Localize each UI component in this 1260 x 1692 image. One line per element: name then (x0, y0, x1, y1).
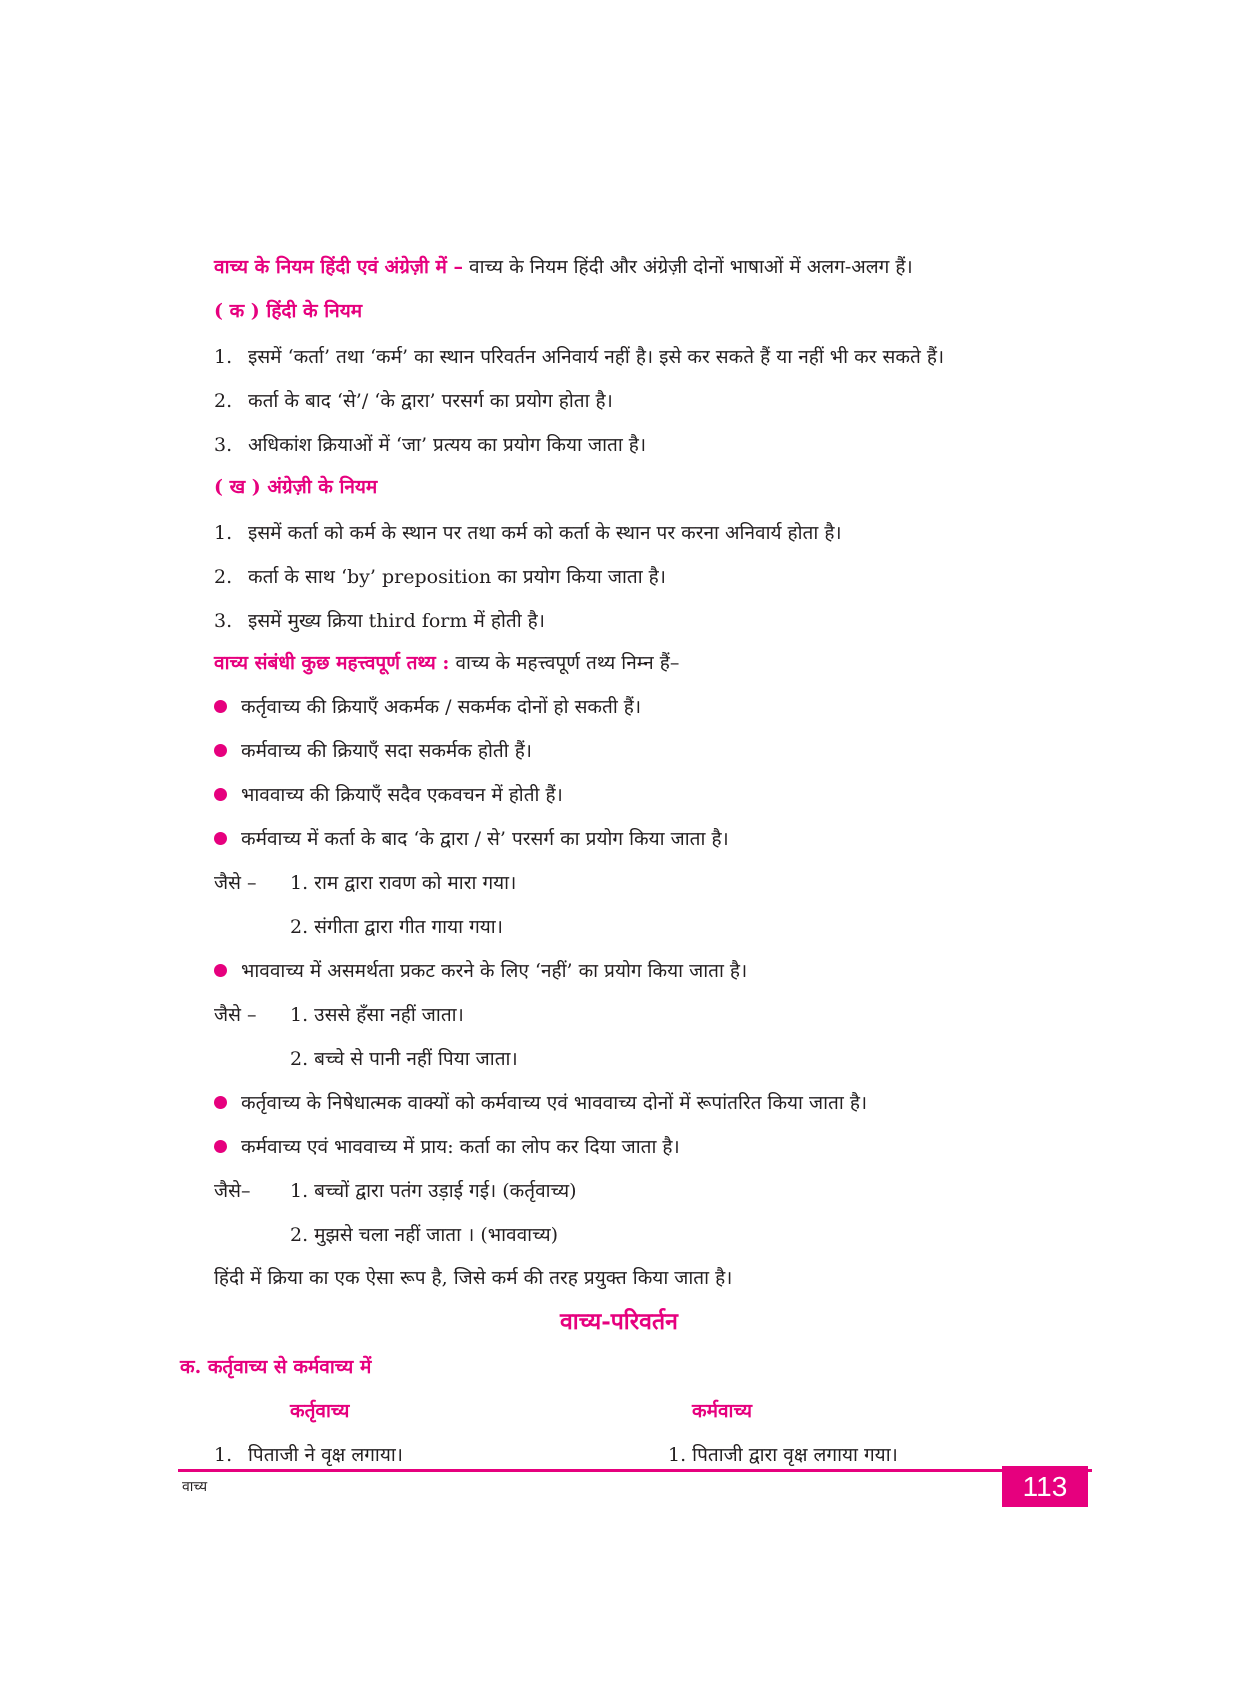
bullet-text: कर्मवाच्य में कर्ता के बाद ‘के द्वारा / से’ परसर्ग का प्रयोग किया जाता है। (241, 828, 729, 850)
bullet-icon (214, 788, 227, 801)
fact-bullet-3 (214, 782, 563, 808)
list-item-text: इसमें कर्ता को कर्म के स्थान पर तथा कर्म को कर्ता के स्थान पर करना अनिवार्य होता है। (248, 522, 842, 544)
bullet-text: कर्मवाच्य एवं भाववाच्य में प्राय: कर्ता का लोप कर दिया जाता है। (241, 1136, 680, 1158)
list-item-text: इसमें मुख्य क्रिया third form में होती है। (248, 610, 545, 632)
column-header-active: कर्तृवाच्य (290, 1400, 350, 1422)
example-1-line-2: 2. संगीता द्वारा गीत गाया गया। (290, 916, 503, 938)
facts-text: वाच्य के महत्त्वपूर्ण तथ्य निम्न हैं– (455, 652, 680, 674)
example-3-line-2: 2. मुझसे चला नहीं जाता । (भाववाच्य) (290, 1224, 559, 1246)
hindi-rule-3 (214, 432, 646, 458)
bullet-icon (214, 964, 227, 977)
example-2-line-2: 2. बच्चे से पानी नहीं पिया जाता। (290, 1048, 518, 1070)
english-rule-2 (214, 564, 666, 590)
list-number: 2. (214, 390, 233, 412)
section-title: वाच्य-परिवर्तन (560, 1308, 678, 1335)
hindi-rules-heading: ( क ) हिंदी के नियम (214, 300, 363, 322)
english-rule-1 (214, 520, 842, 546)
list-number: 1. (214, 522, 233, 544)
example-label-3: जैसे– (214, 1180, 251, 1202)
list-number: 2. (214, 566, 233, 588)
example-label-2: जैसे – (214, 1004, 257, 1026)
conversion-row-1-right: 1. पिताजी द्वारा वृक्ष लगाया गया। (668, 1444, 898, 1466)
footer-label: वाच्य (182, 1479, 208, 1495)
example-1-line-1: 1. राम द्वारा रावण को मारा गया। (290, 872, 517, 894)
bullet-text: कर्तृवाच्य की क्रियाएँ अकर्मक / सकर्मक दोनों हो सकती हैं। (241, 696, 642, 718)
bullet-icon (214, 832, 227, 845)
page-number: 113 (1002, 1466, 1088, 1507)
intro-text: वाच्य के नियम हिंदी और अंग्रेज़ी दोनों भाषाओं में अलग-अलग हैं। (469, 256, 913, 278)
list-number: 3. (214, 434, 233, 456)
conversion-row-1-left (214, 1442, 403, 1468)
fact-bullet-6 (214, 1090, 867, 1116)
bullet-icon (214, 700, 227, 713)
list-item-text: इसमें ‘कर्ता’ तथा ‘कर्म’ का स्थान परिवर्तन अनिवार्य नहीं है। इसे कर सकते हैं या नहीं भी कर सकते हैं। (248, 346, 945, 368)
english-rules-heading: ( ख ) अंग्रेज़ी के नियम (214, 476, 378, 498)
fact-bullet-4 (214, 826, 729, 852)
example-label-1: जैसे – (214, 872, 257, 894)
fact-bullet-5 (214, 958, 747, 984)
example-2-line-1: 1. उससे हँसा नहीं जाता। (290, 1004, 464, 1026)
conversion-subheading: क. कर्तृवाच्य से कर्मवाच्य में (180, 1356, 372, 1378)
list-number: 1. (214, 346, 233, 368)
bullet-text: कर्तृवाच्य के निषेधात्मक वाक्यों को कर्मवाच्य एवं भाववाच्य दोनों में रूपांतरित किया जाता है। (241, 1092, 868, 1114)
facts-line (214, 650, 679, 676)
list-item-text: कर्ता के साथ ‘by’ preposition का प्रयोग किया जाता है। (248, 566, 666, 588)
list-number: 3. (214, 610, 233, 632)
closing-text: हिंदी में क्रिया का एक ऐसा रूप है, जिसे कर्म की तरह प्रयुक्त किया जाता है। (214, 1267, 733, 1289)
list-number: 1. (214, 1444, 233, 1466)
bullet-text: कर्मवाच्य की क्रियाएँ सदा सकर्मक होती हैं। (241, 740, 532, 762)
facts-heading: वाच्य संबंधी कुछ महत्त्वपूर्ण तथ्य : (214, 652, 450, 674)
intro-heading: वाच्य के नियम हिंदी एवं अंग्रेज़ी में – (214, 256, 463, 278)
intro-line (214, 254, 913, 280)
bullet-text: भाववाच्य की क्रियाएँ सदैव एकवचन में होती हैं। (241, 784, 563, 806)
list-item-text: कर्ता के बाद ‘से’/ ‘के द्वारा’ परसर्ग का प्रयोग होता है। (248, 390, 613, 412)
bullet-icon (214, 1140, 227, 1153)
hindi-rule-2 (214, 388, 613, 414)
fact-bullet-2 (214, 738, 532, 764)
english-rule-3 (214, 608, 545, 634)
footer-rule (178, 1469, 1092, 1472)
fact-bullet-1 (214, 694, 641, 720)
example-3-line-1: 1. बच्चों द्वारा पतंग उड़ाई गई। (कर्तृवाच्य) (290, 1180, 577, 1202)
list-item-text: अधिकांश क्रियाओं में ‘जा’ प्रत्यय का प्रयोग किया जाता है। (248, 434, 647, 456)
row-text: पिताजी ने वृक्ष लगाया। (248, 1444, 403, 1466)
column-header-passive: कर्मवाच्य (692, 1400, 752, 1422)
bullet-text: भाववाच्य में असमर्थता प्रकट करने के लिए ‘नहीं’ का प्रयोग किया जाता है। (241, 960, 748, 982)
bullet-icon (214, 744, 227, 757)
bullet-icon (214, 1096, 227, 1109)
fact-bullet-7 (214, 1134, 680, 1160)
hindi-rule-1 (214, 344, 944, 370)
